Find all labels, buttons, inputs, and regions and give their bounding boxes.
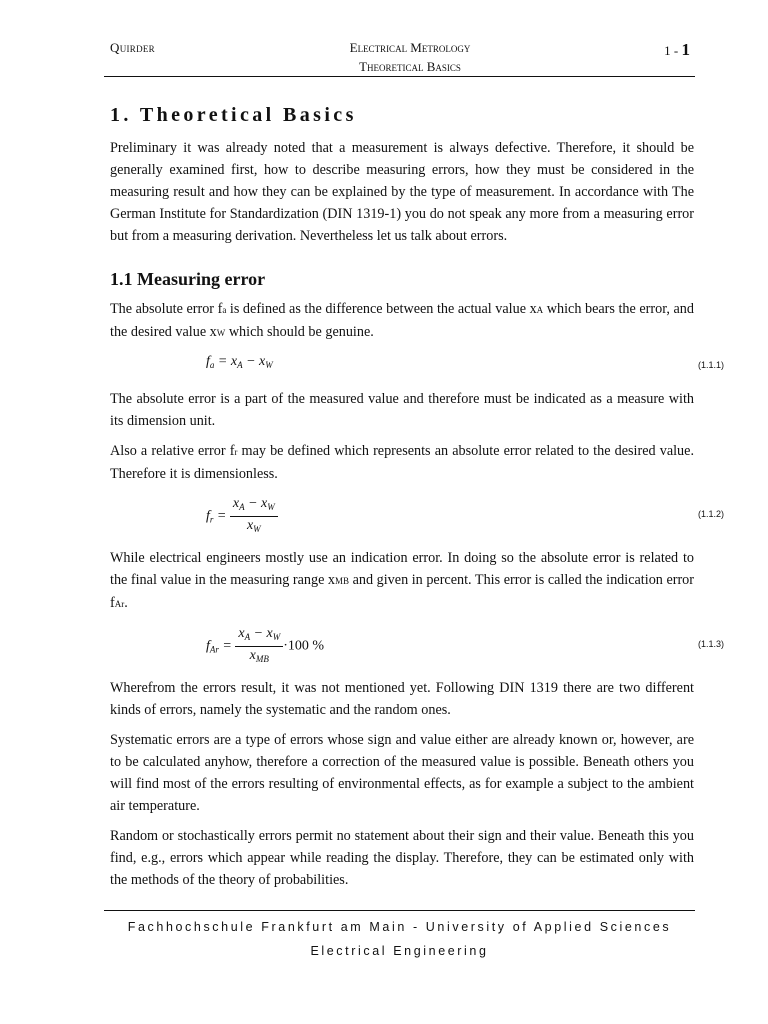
- footer-institution: Fachhochschule Frankfurt am Main - University of Applied Sciences: [127, 920, 672, 934]
- equation-fraction: $\frac{x_A - x_W}{x_W}$: [230, 495, 278, 538]
- paragraph-random-errors: Random or stochastically errors permit no statement about their sign and their value. Beneath this you find, e.g., errors which appear while reading the display. Therefore, they can be estimated only with the methods of the theory of probabilities.: [110, 828, 694, 888]
- paragraph-error-origin: Wherefrom the errors result, it was not mentioned yet. Following DIN 1319 there are two different kinds of errors, namely the systematic and the random ones.: [110, 680, 694, 718]
- equation-body: $f_a = x_A - x_W$: [206, 354, 273, 370]
- equation-1-1-3: [110, 623, 724, 671]
- page-content: [110, 104, 724, 899]
- page-number: [664, 40, 690, 60]
- equation-number: (1.1.1): [697, 360, 724, 370]
- paragraph-indication-error: While electrical engineers mostly use an indication error. In doing so the absolute error is related to the final value in the measuring range xMB and given in percent. This error is called the indication error fAr.: [110, 550, 695, 611]
- section-title: 1.1 Measuring error: [110, 269, 266, 289]
- equation-fraction: $\frac{x_A - x_W}{x_{MB}}$: [235, 625, 283, 668]
- equation-number: (1.1.2): [697, 509, 724, 519]
- footer-department: Electrical Engineering: [310, 944, 489, 958]
- paragraph-systematic-errors: Systematic errors are a type of errors whose sign and value either are already known or, however, are to be calculated anyhow, therefore a correction of the measured value is possible. Beneath others you will find most of the errors resulting of environmental effects, as for example a subject to the ambient air temperature.: [110, 732, 694, 814]
- header-rule: [104, 76, 695, 77]
- footer-rule: [104, 910, 695, 911]
- equation-1-1-2: [110, 493, 724, 541]
- paragraph-absolute-error: The absolute error fa is defined as the difference between the actual value xA which bears the error, and the desired value xW which should be genuine.: [110, 301, 694, 340]
- equation-body: $f_{Ar}$ = $\frac{x_A - x_W}{x_{MB}}$ ·100 %: [206, 625, 324, 668]
- equation-body: $f_r$ = $\frac{x_A - x_W}{x_W}$: [206, 495, 278, 538]
- paragraph-relative-error: Also a relative error fr may be defined which represents an absolute error related to the desired value. Therefore it is dimensionless.: [110, 443, 694, 482]
- page-number-prefix: 1 -: [664, 43, 679, 58]
- header-title-line1: Electrical Metrology: [349, 40, 471, 55]
- header-author: Quirder: [110, 40, 155, 55]
- page-number-value: 1: [681, 40, 690, 59]
- intro-paragraph: Preliminary it was already noted that a measurement is always defective. Therefore, it should be generally examined first, how to describe measuring errors, how they must be considered in the measuring result and how they can be explained by the type of measurement. In accordance with The German Institute for Standardization (DIN 1319-1) you do not speak any more from a measuring error but from a measuring derivation. Nevertheless let us talk about errors.: [110, 140, 694, 244]
- equation-1-1-1: [110, 350, 724, 382]
- header-title-line2: Theoretical Basics: [359, 59, 461, 74]
- header-title: [260, 38, 560, 76]
- chapter-title: 1. Theoretical Basics: [110, 104, 357, 126]
- equation-number: (1.1.3): [697, 639, 724, 649]
- paragraph-dimension-unit: The absolute error is a part of the measured value and therefore must be indicated as a measure with its dimension unit.: [110, 391, 694, 429]
